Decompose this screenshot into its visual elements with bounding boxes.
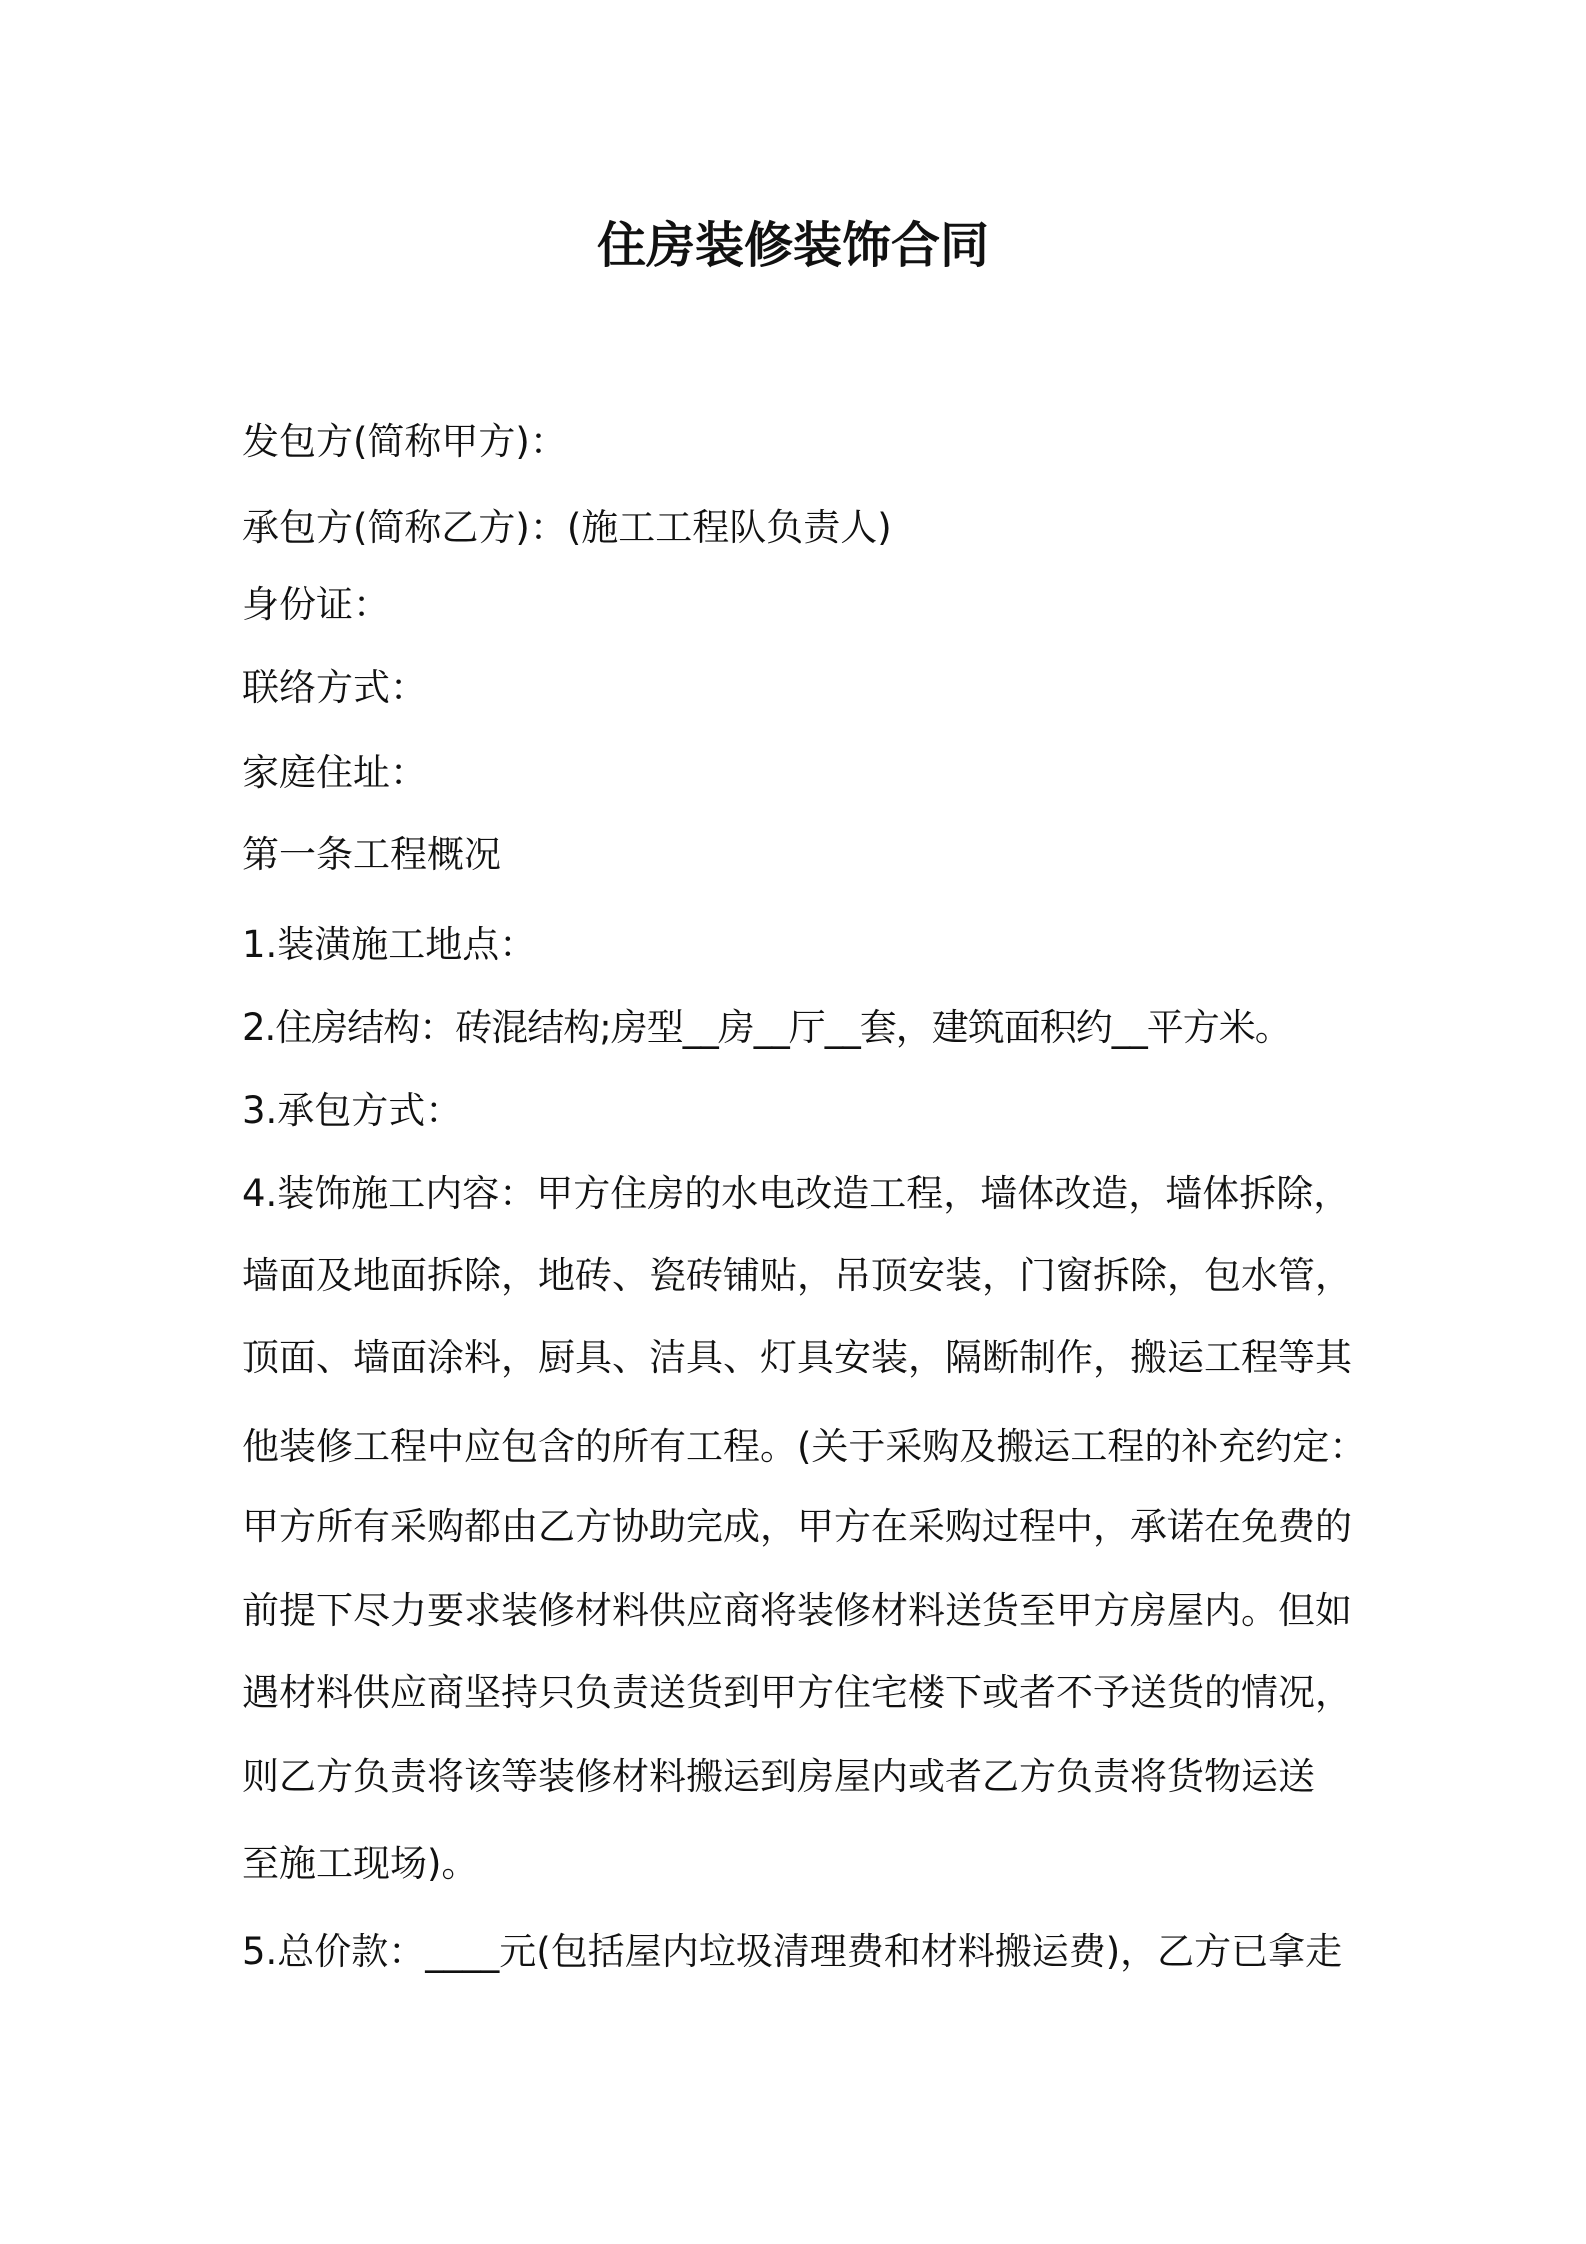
clause-3: 3.承包方式： [242, 1089, 463, 1132]
clause-4-line: 甲方所有采购都由乙方协助完成，甲方在采购过程中，承诺在免费的 [242, 1505, 1352, 1548]
clause-5: 5.总价款：____元(包括屋内垃圾清理费和材料搬运费)，乙方已拿走 [242, 1930, 1343, 1973]
clause-4-line: 4.装饰施工内容：甲方住房的水电改造工程，墙体改造，墙体拆除， [242, 1172, 1351, 1215]
clause-4-line: 则乙方负责将该等装修材料搬运到房屋内或者乙方负责将货物运送 [242, 1755, 1315, 1798]
clause-1: 1.装潢施工地点： [242, 923, 537, 966]
party-a-line: 发包方(简称甲方)： [242, 420, 567, 463]
clause-4-line: 至施工现场)。 [242, 1842, 479, 1885]
section-heading: 第一条工程概况 [242, 833, 501, 876]
clause-2: 2.住房结构：砖混结构;房型__房__厅__套，建筑面积约__平方米。 [242, 1006, 1291, 1049]
clause-4-line: 顶面、墙面涂料，厨具、洁具、灯具安装，隔断制作，搬运工程等其 [242, 1336, 1352, 1379]
contact-line: 联络方式： [242, 666, 427, 709]
clause-4-line: 前提下尽力要求装修材料供应商将装修材料送货至甲方房屋内。但如 [242, 1589, 1352, 1632]
clause-4-line: 遇材料供应商坚持只负责送货到甲方住宅楼下或者不予送货的情况， [242, 1671, 1352, 1714]
document-title: 住房装修装饰合同 [596, 217, 989, 274]
clause-4-line: 他装修工程中应包含的所有工程。(关于采购及搬运工程的补充约定： [242, 1425, 1367, 1468]
party-b-line: 承包方(简称乙方)：(施工工程队负责人) [242, 506, 892, 549]
clause-4-line: 墙面及地面拆除，地砖、瓷砖铺贴，吊顶安装，门窗拆除，包水管， [242, 1254, 1352, 1297]
address-line: 家庭住址： [242, 751, 427, 794]
id-card-line: 身份证： [242, 583, 390, 626]
